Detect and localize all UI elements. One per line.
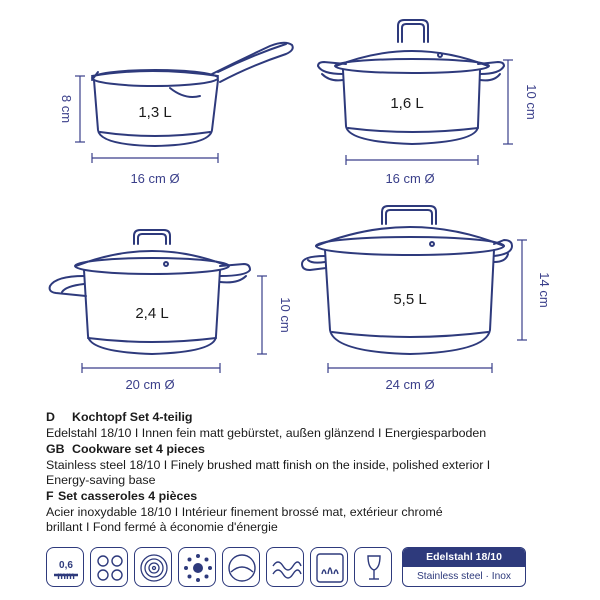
- de-title: Kochtopf Set 4-teilig: [72, 410, 193, 424]
- pot-55l-volume: 5,5 L: [393, 291, 427, 308]
- gb-title: Cookware set 4 pieces: [72, 442, 205, 456]
- radiant-hob-icon: [134, 547, 172, 587]
- pot-24l-diameter: 20 cm Ø: [125, 377, 175, 392]
- dishwasher-safe-icon: [310, 547, 348, 587]
- food-safe-icon: [354, 547, 392, 587]
- pot-16l-drawing: [318, 20, 504, 144]
- electric-hob-icon: [90, 547, 128, 587]
- pot-16l-height: 10 cm: [524, 84, 539, 120]
- pot-55l-diameter: 24 cm Ø: [385, 377, 435, 392]
- material-badge-top: Edelstahl 18/10: [403, 548, 525, 567]
- thickness-badge: [46, 547, 84, 587]
- de-heading: [46, 410, 586, 426]
- gb-body-line1: Stainless steel 18/10 I Finely brushed matt finish on the inside, polished exterior I: [46, 458, 491, 472]
- pot-24l-volume: 2,4 L: [135, 305, 169, 322]
- saucepan-volume: 1,3 L: [138, 104, 172, 121]
- f-title: Set casseroles 4 pièces: [58, 489, 198, 503]
- de-code: D: [46, 410, 55, 424]
- material-badge-bottom: Stainless steel · Inox: [417, 571, 511, 582]
- material-badge: [402, 547, 526, 587]
- pot-55l-drawing: [302, 206, 512, 354]
- halogen-hob-icon: [266, 547, 304, 587]
- pot-16l-diameter: 16 cm Ø: [385, 171, 435, 186]
- pot-55l-height: 14 cm: [537, 272, 552, 308]
- pot-16l-volume: 1,6 L: [390, 95, 424, 112]
- gb-heading: [46, 442, 586, 458]
- pot-24l-drawing: [50, 230, 250, 354]
- gb-body-line2: Energy-saving base: [46, 473, 156, 487]
- gb-code: GB: [46, 442, 65, 456]
- f-heading: [46, 489, 586, 505]
- gas-hob-icon: [178, 547, 216, 587]
- f-body-line1: Acier inoxydable 18/10 I Intérieur finement brossé mat, extérieur chromé: [46, 505, 443, 519]
- f-body-line2: brillant I Fond fermé à économie d'énergie: [46, 520, 278, 534]
- pot-24l-height: 10 cm: [278, 297, 293, 333]
- thickness-value: 0,6 mm: [57, 560, 75, 582]
- induction-icon: [222, 547, 260, 587]
- saucepan-drawing: [92, 43, 293, 146]
- f-code: F: [46, 489, 54, 503]
- saucepan-diameter: 16 cm Ø: [130, 171, 180, 186]
- de-body: Edelstahl 18/10 I Innen fein matt gebürstet, außen glänzend I Energiesparboden: [46, 426, 487, 440]
- saucepan-height: 8 cm: [59, 94, 74, 124]
